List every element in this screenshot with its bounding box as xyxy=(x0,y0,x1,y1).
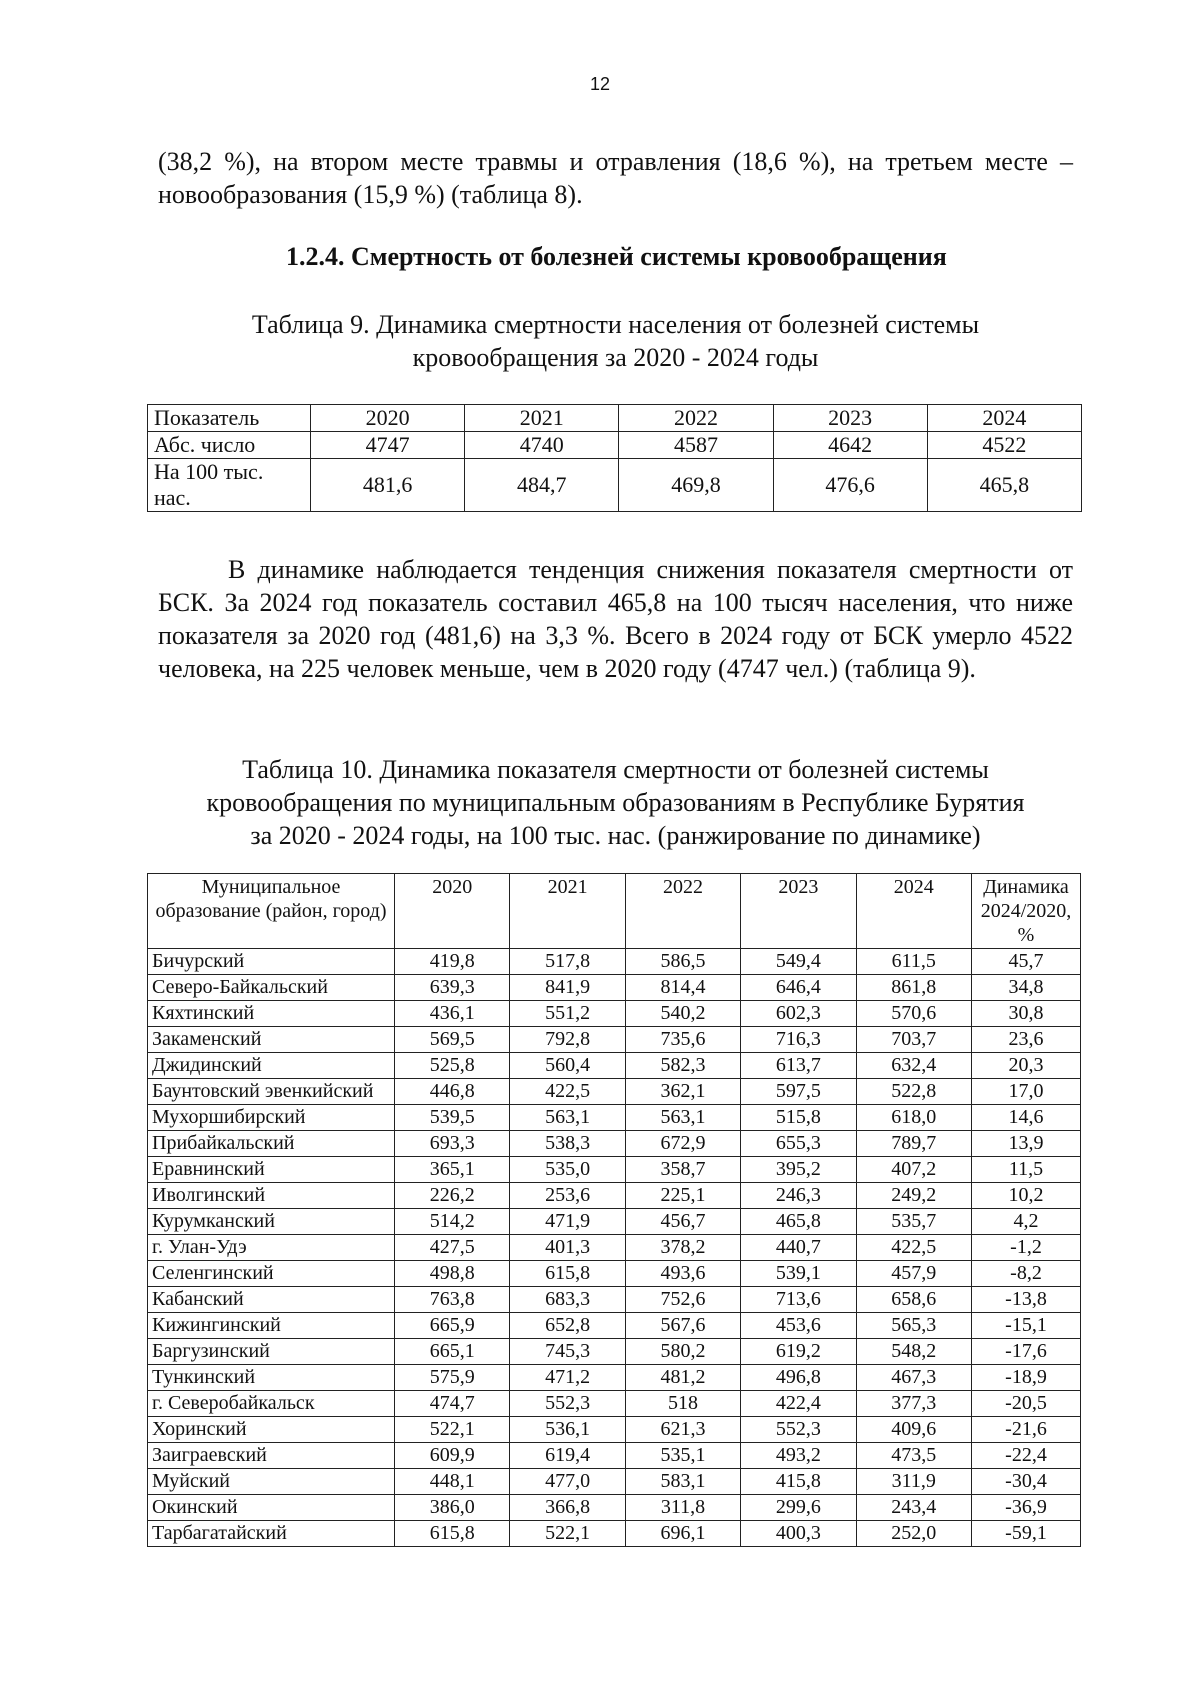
municipality-name: Окинский xyxy=(148,1495,395,1521)
rate-value: 583,1 xyxy=(625,1469,740,1495)
table10-caption-line1: Таблица 10. Динамика показателя смертности от болезней системы xyxy=(242,755,989,784)
table-row xyxy=(148,1313,1081,1339)
rate-value: 467,3 xyxy=(856,1365,971,1391)
table10-header-dynamics: Динамика 2024/2020, % xyxy=(972,874,1081,949)
table-row xyxy=(148,1027,1081,1053)
rate-value: 362,1 xyxy=(625,1079,740,1105)
rate-value: 693,3 xyxy=(395,1131,510,1157)
dynamics-value: 10,2 xyxy=(972,1183,1081,1209)
dynamics-value: -20,5 xyxy=(972,1391,1081,1417)
table9-header-2022: 2022 xyxy=(619,405,773,432)
table9-row-label: Абс. число xyxy=(148,432,311,459)
table9-cell: 4747 xyxy=(311,432,465,459)
dynamics-value: 11,5 xyxy=(972,1157,1081,1183)
rate-value: 249,2 xyxy=(856,1183,971,1209)
intro-paragraph: (38,2 %), на втором месте травмы и отравления (18,6 %), на третьем месте – новообразования (15,9 %) (таблица 8). xyxy=(158,147,1073,209)
table10-header-2022: 2022 xyxy=(625,874,740,949)
rate-value: 518 xyxy=(625,1391,740,1417)
municipality-name: Селенгинский xyxy=(148,1261,395,1287)
rate-value: 735,6 xyxy=(625,1027,740,1053)
table-row xyxy=(148,1469,1081,1495)
dynamics-value: 13,9 xyxy=(972,1131,1081,1157)
dynamics-value: -8,2 xyxy=(972,1261,1081,1287)
rate-value: 570,6 xyxy=(856,1001,971,1027)
rate-value: 752,6 xyxy=(625,1287,740,1313)
rate-value: 665,1 xyxy=(395,1339,510,1365)
table-row xyxy=(148,1261,1081,1287)
rate-value: 580,2 xyxy=(625,1339,740,1365)
rate-value: 716,3 xyxy=(741,1027,856,1053)
dynamics-value: -18,9 xyxy=(972,1365,1081,1391)
rate-value: 535,1 xyxy=(625,1443,740,1469)
table10-caption-line2: кровообращения по муниципальным образованиям в Республике Бурятия xyxy=(206,788,1025,817)
table9-header-indicator: Показатель xyxy=(148,405,311,432)
rate-value: 473,5 xyxy=(856,1443,971,1469)
rate-value: 615,8 xyxy=(510,1261,625,1287)
rate-value: 535,7 xyxy=(856,1209,971,1235)
dynamics-value: 20,3 xyxy=(972,1053,1081,1079)
dynamics-value: -17,6 xyxy=(972,1339,1081,1365)
table10-header-2020: 2020 xyxy=(395,874,510,949)
table10-header-municipality: Муниципальное образование (район, город) xyxy=(148,874,395,949)
table9-header-2021: 2021 xyxy=(465,405,619,432)
rate-value: 474,7 xyxy=(395,1391,510,1417)
rate-value: 422,4 xyxy=(741,1391,856,1417)
table9-header-row xyxy=(148,405,1082,432)
municipality-name: Баунтовский эвенкийский xyxy=(148,1079,395,1105)
rate-value: 609,9 xyxy=(395,1443,510,1469)
table10-header-row xyxy=(148,874,1081,949)
rate-value: 713,6 xyxy=(741,1287,856,1313)
table-row xyxy=(148,1183,1081,1209)
rate-value: 365,1 xyxy=(395,1157,510,1183)
rate-value: 465,8 xyxy=(741,1209,856,1235)
municipality-name: Прибайкальский xyxy=(148,1131,395,1157)
table9-cell: 476,6 xyxy=(773,459,927,512)
table9-header-2023: 2023 xyxy=(773,405,927,432)
rate-value: 378,2 xyxy=(625,1235,740,1261)
rate-value: 481,2 xyxy=(625,1365,740,1391)
rate-value: 471,2 xyxy=(510,1365,625,1391)
dynamics-value: 14,6 xyxy=(972,1105,1081,1131)
dynamics-value: -30,4 xyxy=(972,1469,1081,1495)
rate-value: 618,0 xyxy=(856,1105,971,1131)
page-number: 12 xyxy=(589,74,611,94)
rate-value: 696,1 xyxy=(625,1521,740,1547)
table9-cell: 4587 xyxy=(619,432,773,459)
rate-value: 427,5 xyxy=(395,1235,510,1261)
table-row xyxy=(148,1495,1081,1521)
rate-value: 471,9 xyxy=(510,1209,625,1235)
rate-value: 311,8 xyxy=(625,1495,740,1521)
table10-caption-line3: за 2020 - 2024 годы, на 100 тыс. нас. (ранжирование по динамике) xyxy=(250,821,981,850)
table10-caption xyxy=(158,753,1073,852)
municipality-name: Кяхтинский xyxy=(148,1001,395,1027)
rate-value: 422,5 xyxy=(856,1235,971,1261)
municipality-name: Курумканский xyxy=(148,1209,395,1235)
rate-value: 552,3 xyxy=(510,1391,625,1417)
rate-value: 575,9 xyxy=(395,1365,510,1391)
rate-value: 611,5 xyxy=(856,949,971,975)
municipality-name: Мухоршибирский xyxy=(148,1105,395,1131)
table9-caption xyxy=(158,308,1073,374)
dynamics-value: -22,4 xyxy=(972,1443,1081,1469)
table-row xyxy=(148,1339,1081,1365)
rate-value: 522,1 xyxy=(395,1417,510,1443)
rate-value: 493,2 xyxy=(741,1443,856,1469)
dynamics-value: 23,6 xyxy=(972,1027,1081,1053)
rate-value: 792,8 xyxy=(510,1027,625,1053)
table-row xyxy=(148,949,1081,975)
table9-cell: 4740 xyxy=(465,432,619,459)
rate-value: 498,8 xyxy=(395,1261,510,1287)
rate-value: 246,3 xyxy=(741,1183,856,1209)
municipality-name: Заиграевский xyxy=(148,1443,395,1469)
table9-cell: 469,8 xyxy=(619,459,773,512)
rate-value: 422,5 xyxy=(510,1079,625,1105)
rate-value: 569,5 xyxy=(395,1027,510,1053)
rate-value: 436,1 xyxy=(395,1001,510,1027)
rate-value: 407,2 xyxy=(856,1157,971,1183)
mortality-table-9 xyxy=(147,404,1082,512)
dynamics-value: 30,8 xyxy=(972,1001,1081,1027)
rate-value: 841,9 xyxy=(510,975,625,1001)
table9-cell: 481,6 xyxy=(311,459,465,512)
rate-value: 366,8 xyxy=(510,1495,625,1521)
rate-value: 496,8 xyxy=(741,1365,856,1391)
dynamics-value: -21,6 xyxy=(972,1417,1081,1443)
rate-value: 535,0 xyxy=(510,1157,625,1183)
rate-value: 789,7 xyxy=(856,1131,971,1157)
table-row xyxy=(148,1443,1081,1469)
rate-value: 446,8 xyxy=(395,1079,510,1105)
rate-value: 602,3 xyxy=(741,1001,856,1027)
municipality-name: г. Улан-Удэ xyxy=(148,1235,395,1261)
municipality-name: Хоринский xyxy=(148,1417,395,1443)
rate-value: 539,1 xyxy=(741,1261,856,1287)
table-row xyxy=(148,1105,1081,1131)
rate-value: 477,0 xyxy=(510,1469,625,1495)
rate-value: 763,8 xyxy=(395,1287,510,1313)
municipality-name: Северо-Байкальский xyxy=(148,975,395,1001)
rate-value: 621,3 xyxy=(625,1417,740,1443)
rate-value: 457,9 xyxy=(856,1261,971,1287)
rate-value: 658,6 xyxy=(856,1287,971,1313)
rate-value: 745,3 xyxy=(510,1339,625,1365)
rate-value: 377,3 xyxy=(856,1391,971,1417)
rate-value: 548,2 xyxy=(856,1339,971,1365)
rate-value: 456,7 xyxy=(625,1209,740,1235)
municipality-name: Закаменский xyxy=(148,1027,395,1053)
table9-cell: 465,8 xyxy=(927,459,1081,512)
rate-value: 563,1 xyxy=(510,1105,625,1131)
rate-value: 311,9 xyxy=(856,1469,971,1495)
rate-value: 226,2 xyxy=(395,1183,510,1209)
municipality-name: Джидинский xyxy=(148,1053,395,1079)
rate-value: 586,5 xyxy=(625,949,740,975)
table-row xyxy=(148,459,1082,512)
rate-value: 565,3 xyxy=(856,1313,971,1339)
rate-value: 400,3 xyxy=(741,1521,856,1547)
dynamics-value: -59,1 xyxy=(972,1521,1081,1547)
rate-value: 582,3 xyxy=(625,1053,740,1079)
municipality-name: Кижингинский xyxy=(148,1313,395,1339)
table-row xyxy=(148,1287,1081,1313)
rate-value: 597,5 xyxy=(741,1079,856,1105)
rate-value: 419,8 xyxy=(395,949,510,975)
table9-header-2020: 2020 xyxy=(311,405,465,432)
table-row xyxy=(148,1391,1081,1417)
table10-header-2024: 2024 xyxy=(856,874,971,949)
dynamics-value: 17,0 xyxy=(972,1079,1081,1105)
municipality-name: Кабанский xyxy=(148,1287,395,1313)
rate-value: 619,4 xyxy=(510,1443,625,1469)
municipality-name: Тарбагатайский xyxy=(148,1521,395,1547)
rate-value: 536,1 xyxy=(510,1417,625,1443)
rate-value: 522,8 xyxy=(856,1079,971,1105)
table-row xyxy=(148,1001,1081,1027)
dynamics-value: -1,2 xyxy=(972,1235,1081,1261)
rate-value: 672,9 xyxy=(625,1131,740,1157)
rate-value: 253,6 xyxy=(510,1183,625,1209)
section-heading: 1.2.4. Смертность от болезней системы кровообращения xyxy=(286,242,947,271)
municipality-name: Бичурский xyxy=(148,949,395,975)
dynamics-value: 4,2 xyxy=(972,1209,1081,1235)
rate-value: 861,8 xyxy=(856,975,971,1001)
table-row xyxy=(148,1235,1081,1261)
table9-cell: 484,7 xyxy=(465,459,619,512)
table9-cell: 4642 xyxy=(773,432,927,459)
table-row xyxy=(148,1209,1081,1235)
table-row xyxy=(148,1521,1081,1547)
rate-value: 560,4 xyxy=(510,1053,625,1079)
analysis-paragraph: В динамике наблюдается тенденция снижения показателя смертности от БСК. За 2024 год показатель составил 465,8 на 100 тысяч населения, что ниже показателя за 2020 год (481,6) на 3,3 %. Всего в 2024 году от БСК умерло 4522 человека, на 225 человек меньше, чем в 2020 году (4747 чел.) (таблица 9). xyxy=(158,555,1073,683)
rate-value: 440,7 xyxy=(741,1235,856,1261)
municipality-name: Тункинский xyxy=(148,1365,395,1391)
rate-value: 525,8 xyxy=(395,1053,510,1079)
table-row xyxy=(148,1417,1081,1443)
rate-value: 613,7 xyxy=(741,1053,856,1079)
rate-value: 453,6 xyxy=(741,1313,856,1339)
municipality-name: Муйский xyxy=(148,1469,395,1495)
rate-value: 243,4 xyxy=(856,1495,971,1521)
rate-value: 225,1 xyxy=(625,1183,740,1209)
rate-value: 415,8 xyxy=(741,1469,856,1495)
municipality-name: Баргузинский xyxy=(148,1339,395,1365)
rate-value: 632,4 xyxy=(856,1053,971,1079)
rate-value: 401,3 xyxy=(510,1235,625,1261)
table9-caption-line1: Таблица 9. Динамика смертности населения от болезней системы xyxy=(251,310,980,339)
dynamics-value: -36,9 xyxy=(972,1495,1081,1521)
rate-value: 814,4 xyxy=(625,975,740,1001)
rate-value: 551,2 xyxy=(510,1001,625,1027)
table9-row-label: На 100 тыс. нас. xyxy=(148,459,311,512)
rate-value: 563,1 xyxy=(625,1105,740,1131)
rate-value: 493,6 xyxy=(625,1261,740,1287)
table-row xyxy=(148,975,1081,1001)
rate-value: 358,7 xyxy=(625,1157,740,1183)
rate-value: 619,2 xyxy=(741,1339,856,1365)
dynamics-value: -15,1 xyxy=(972,1313,1081,1339)
rate-value: 703,7 xyxy=(856,1027,971,1053)
dynamics-value: 34,8 xyxy=(972,975,1081,1001)
rate-value: 448,1 xyxy=(395,1469,510,1495)
dynamics-value: 45,7 xyxy=(972,949,1081,975)
rate-value: 514,2 xyxy=(395,1209,510,1235)
rate-value: 639,3 xyxy=(395,975,510,1001)
rate-value: 540,2 xyxy=(625,1001,740,1027)
dynamics-value: -13,8 xyxy=(972,1287,1081,1313)
rate-value: 538,3 xyxy=(510,1131,625,1157)
table10-body xyxy=(148,949,1081,1547)
rate-value: 522,1 xyxy=(510,1521,625,1547)
rate-value: 386,0 xyxy=(395,1495,510,1521)
mortality-table-10 xyxy=(147,873,1081,1547)
rate-value: 252,0 xyxy=(856,1521,971,1547)
table-row xyxy=(148,1365,1081,1391)
rate-value: 615,8 xyxy=(395,1521,510,1547)
rate-value: 515,8 xyxy=(741,1105,856,1131)
table-row xyxy=(148,1053,1081,1079)
table10-header-2021: 2021 xyxy=(510,874,625,949)
table9-cell: 4522 xyxy=(927,432,1081,459)
table-row xyxy=(148,1131,1081,1157)
table9-header-2024: 2024 xyxy=(927,405,1081,432)
table9-caption-line2: кровообращения за 2020 - 2024 годы xyxy=(412,343,819,372)
rate-value: 299,6 xyxy=(741,1495,856,1521)
table10-header-2023: 2023 xyxy=(741,874,856,949)
rate-value: 655,3 xyxy=(741,1131,856,1157)
rate-value: 567,6 xyxy=(625,1313,740,1339)
rate-value: 517,8 xyxy=(510,949,625,975)
rate-value: 683,3 xyxy=(510,1287,625,1313)
rate-value: 549,4 xyxy=(741,949,856,975)
rate-value: 395,2 xyxy=(741,1157,856,1183)
rate-value: 409,6 xyxy=(856,1417,971,1443)
table-row xyxy=(148,1157,1081,1183)
municipality-name: Еравнинский xyxy=(148,1157,395,1183)
rate-value: 552,3 xyxy=(741,1417,856,1443)
rate-value: 652,8 xyxy=(510,1313,625,1339)
rate-value: 665,9 xyxy=(395,1313,510,1339)
rate-value: 539,5 xyxy=(395,1105,510,1131)
rate-value: 646,4 xyxy=(741,975,856,1001)
table-row xyxy=(148,432,1082,459)
municipality-name: г. Северобайкальск xyxy=(148,1391,395,1417)
table-row xyxy=(148,1079,1081,1105)
municipality-name: Иволгинский xyxy=(148,1183,395,1209)
